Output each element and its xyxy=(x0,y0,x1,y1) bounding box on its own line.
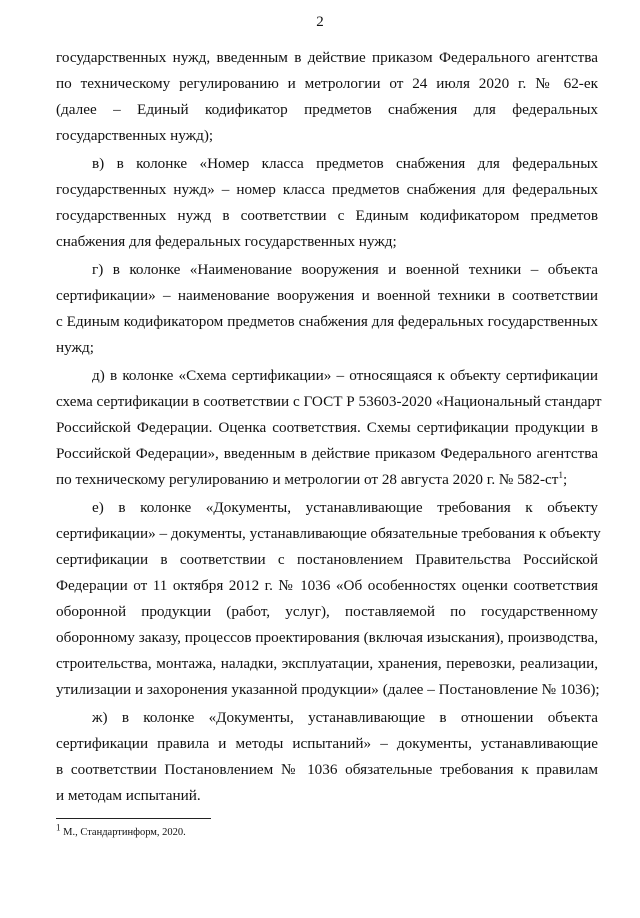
body-line: утилизации и захоронения указанной продукции» (далее – Постановление № 1036); xyxy=(56,681,600,698)
body-line: в) в колонке «Номер класса предметов снабжения для федеральных xyxy=(92,155,598,172)
body-line: ж) в колонке «Документы, устанавливающие в отношении объекта xyxy=(92,709,598,726)
body-line: Российской Федерации. Оценка соответствия. Схемы сертификации продукции в xyxy=(56,419,598,436)
body-line: (далее – Единый кодификатор предметов снабжения для федеральных xyxy=(56,101,598,118)
body-line: строительства, монтажа, наладки, эксплуатации, хранения, перевозки, реализации, xyxy=(56,655,598,672)
footnote-divider xyxy=(56,818,211,819)
body-line: Российской Федерации», введенным в действие приказом Федерального агентства xyxy=(56,445,598,462)
body-line: в соответствии Постановлением № 1036 обязательные требования к правилам xyxy=(56,761,598,778)
body-line: г) в колонке «Наименование вооружения и военной техники – объекта xyxy=(92,261,598,278)
body-line-text: по техническому регулированию и метрологии от 28 августа 2020 г. № 582-ст xyxy=(56,471,559,488)
body-line: сертификации» – документы, устанавливающие обязательные требования к объекту xyxy=(56,525,601,542)
body-line: сертификации правила и методы испытаний» – документы, устанавливающие xyxy=(56,735,598,752)
body-line-with-footnote xyxy=(56,470,598,490)
body-line: государственных нужд); xyxy=(56,127,214,144)
body-line: снабжения для федеральных государственных нужд; xyxy=(56,233,397,250)
body-line: оборонной продукции (работ, услуг), поставляемой по государственному xyxy=(56,603,598,620)
body-line: государственных нужд в соответствии с Единым кодификатором предметов xyxy=(56,207,598,224)
body-line: и методам испытаний. xyxy=(56,787,201,804)
body-line: схема сертификации в соответствии с ГОСТ Р 53603-2020 «Национальный стандарт xyxy=(56,393,602,410)
body-line: нужд; xyxy=(56,339,94,356)
footnote-marker: 1 xyxy=(56,822,61,833)
body-line: государственных нужд» – номер класса предметов снабжения для федеральных xyxy=(56,181,598,198)
body-line: оборонному заказу, процессов проектирования (включая изыскания), производства, xyxy=(56,629,598,646)
footnote-reference-suffix: ; xyxy=(562,471,568,488)
body-line: сертификации в соответствии с постановлением Правительства Российской xyxy=(56,551,598,568)
body-line: сертификации» – наименование вооружения и военной техники в соответствии xyxy=(56,287,598,304)
body-line: е) в колонке «Документы, устанавливающие требования к объекту xyxy=(92,499,598,516)
body-line: по техническому регулированию и метрологии от 24 июля 2020 г. № 62-ек xyxy=(56,75,598,92)
body-line: с Единым кодификатором предметов снабжения для федеральных государственных xyxy=(56,313,598,330)
footnote-text: М., Стандартинформ, 2020. xyxy=(63,827,186,838)
footnote xyxy=(56,822,186,840)
footnote-reference: 1 xyxy=(558,469,563,480)
body-line: государственных нужд, введенным в действие приказом Федерального агентства xyxy=(56,49,598,66)
body-line: Федерации от 11 октября 2012 г. № 1036 «Об особенностях оценки соответствия xyxy=(56,577,598,594)
page-number: 2 xyxy=(316,14,324,30)
body-line: д) в колонке «Схема сертификации» – относящаяся к объекту сертификации xyxy=(92,367,598,384)
